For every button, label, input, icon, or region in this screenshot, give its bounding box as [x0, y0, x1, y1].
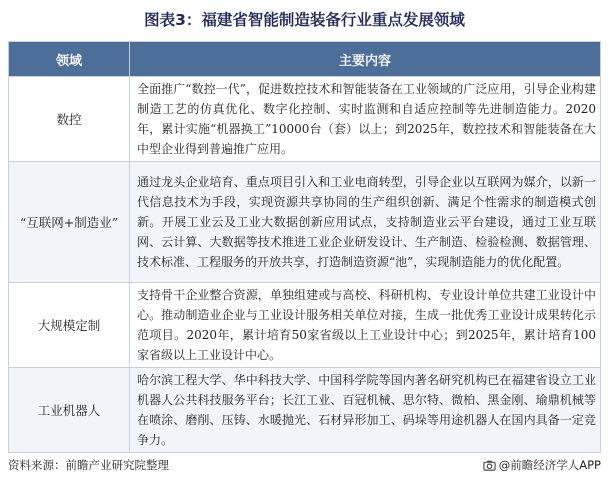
domain-cell: 大规模定制: [9, 283, 130, 368]
content-cell: 哈尔滨工程大学、华中科技大学、中国科学院等国内著名研究机构已在福建省设立工业机器人公共科技服务平台；长江工业、百冠机械、思尔特、微柏、黑金刚、瑜鼎机械等在喷涂、磨削、压铸、水暖抛光、石材异形加工、码垛等用途机器人在国内具备一定竞争力。: [130, 368, 601, 453]
page-title: 图表3：福建省智能制造装备行业重点发展领域: [144, 11, 465, 29]
table-row: [9, 162, 601, 283]
source-note: 资料来源：前瞻产业研究院整理: [8, 458, 169, 472]
table-row: [9, 368, 601, 453]
table-container: [8, 41, 601, 453]
camera-icon: [483, 459, 496, 472]
table-row: [9, 77, 601, 162]
brand-label: @前瞻经济学人APP: [498, 458, 601, 472]
content-cell: 全面推广“数控一代”，促进数控技术和智能装备在工业领域的广泛应用，引导企业构建制造工艺的仿真优化、数字化控制、实时监测和自适应控制等先进制造能力。2020年，累计实施“机器换工”10000台（套）以上；到2025年，数控技术和智能装备在大中型企业得到普遍推广应用。: [130, 77, 601, 162]
domain-cell: 数控: [9, 77, 130, 162]
table-header-row: [9, 42, 601, 77]
footer: [8, 457, 601, 477]
domain-cell: “互联网+制造业”: [9, 162, 130, 283]
brand-credit: [483, 457, 601, 473]
table-row: [9, 283, 601, 368]
content-cell: 支持骨干企业整合资源，单独组建或与高校、科研机构、专业设计单位共建工业设计中心。推动制造业企业与工业设计服务相关单位对接，生成一批优秀工业设计成果转化示范项目。2020年，累计培育50家省级以上工业设计中心；到2025年，累计培育100家省级以上工业设计中心。: [130, 283, 601, 368]
content-table: [8, 41, 601, 453]
content-cell: 通过龙头企业培育、重点项目引入和工业电商转型，引导企业以互联网为媒介，以新一代信息技术为手段，实现资源共享协同的生产组织创新、满足个性需求的制造模式创新。开展工业云及工业大数据创新应用试点，支持制造业云平台建设，通过工业互联网、云计算、大数据等技术推进工业企业研发设计、生产制造、检验检测、数据管理、技术标准、工程服务的开放共享，打造制造资源“池”，实现制造能力的优化配置。: [130, 162, 601, 283]
header-content: 主要内容: [130, 42, 601, 77]
domain-cell: 工业机器人: [9, 368, 130, 453]
header-domain: 领域: [9, 42, 130, 77]
